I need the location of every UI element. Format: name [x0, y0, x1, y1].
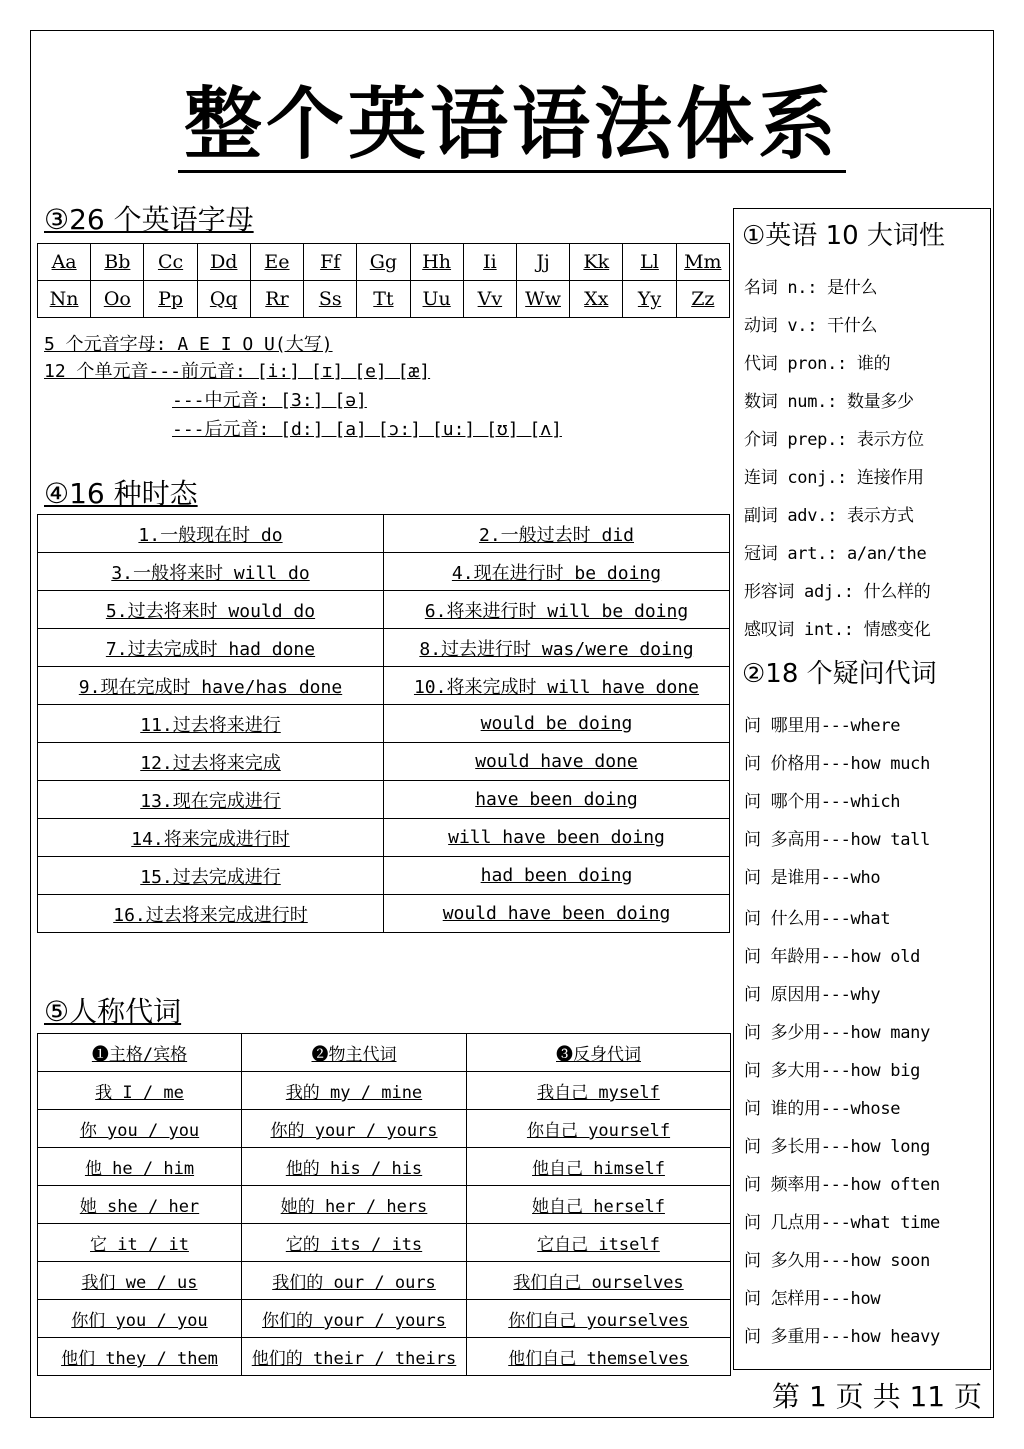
table-cell: 它 it / it	[38, 1224, 242, 1262]
table-cell: 14.将来完成进行时	[38, 819, 384, 857]
table-cell: 你自己 yourself	[467, 1110, 731, 1148]
table-cell: 3.一般将来时 will do	[38, 553, 384, 591]
table-cell: have been doing	[384, 781, 730, 819]
letter-cell: Ll	[623, 244, 676, 281]
letter-cell: Qq	[197, 281, 250, 318]
list-item: 名词 n.: 是什么	[744, 278, 878, 298]
page-number: 第 1 页 共 11 页	[772, 1380, 982, 1413]
table-cell: 我 I / me	[38, 1072, 242, 1110]
table-row	[38, 629, 730, 667]
table-cell: 你的 your / yours	[242, 1110, 467, 1148]
list-item: 问 价格用---how much	[744, 754, 931, 774]
table-row	[38, 515, 730, 553]
list-item: 问 年龄用---how old	[744, 947, 921, 967]
column-header: ❷物主代词	[242, 1034, 467, 1072]
table-cell: 我自己 myself	[467, 1072, 731, 1110]
side-panel	[733, 208, 991, 1370]
letter-cell: Oo	[91, 281, 144, 318]
table-row	[38, 1300, 731, 1338]
table-cell: 6.将来进行时 will be doing	[384, 591, 730, 629]
list-item: 问 多久用---how soon	[744, 1251, 931, 1271]
letter-cell: Mm	[676, 244, 729, 281]
table-cell: 11.过去将来进行	[38, 705, 384, 743]
letter-cell: Nn	[38, 281, 91, 318]
pronouns-heading: ⑤人称代词	[44, 995, 182, 1028]
table-cell: 7.过去完成时 had done	[38, 629, 384, 667]
list-item: 介词 prep.: 表示方位	[744, 430, 924, 450]
letter-cell: Ww	[516, 281, 569, 318]
table-cell: 4.现在进行时 be doing	[384, 553, 730, 591]
letter-cell: Yy	[623, 281, 676, 318]
list-item: 感叹词 int.: 情感变化	[744, 620, 931, 640]
tenses-table	[37, 514, 730, 933]
letter-cell: Uu	[410, 281, 463, 318]
letter-cell: Rr	[250, 281, 303, 318]
page-title: 整个英语语法体系	[178, 80, 846, 173]
table-cell: 你 you / you	[38, 1110, 242, 1148]
table-cell: 12.过去将来完成	[38, 743, 384, 781]
table-cell: 他们自己 themselves	[467, 1338, 731, 1376]
table-cell: 他自己 himself	[467, 1148, 731, 1186]
table-row	[38, 1186, 731, 1224]
list-item: 冠词 art.: a/an/the	[744, 544, 927, 564]
table-cell: 10.将来完成时 will have done	[384, 667, 730, 705]
table-cell: 她 she / her	[38, 1186, 242, 1224]
table-row	[38, 591, 730, 629]
table-cell: 你们自己 yourselves	[467, 1300, 731, 1338]
letter-cell: Tt	[357, 281, 410, 318]
table-cell: 它的 its / its	[242, 1224, 467, 1262]
table-cell: 你们的 your / yours	[242, 1300, 467, 1338]
table-cell: had been doing	[384, 857, 730, 895]
table-row	[38, 895, 730, 933]
list-item: 问 多大用---how big	[744, 1061, 921, 1081]
letter-cell: Ss	[304, 281, 357, 318]
table-row	[38, 781, 730, 819]
table-cell: 5.过去将来时 would do	[38, 591, 384, 629]
list-item: 问 多高用---how tall	[744, 830, 931, 850]
table-row	[38, 705, 730, 743]
table-row	[38, 1072, 731, 1110]
table-cell: 我的 my / mine	[242, 1072, 467, 1110]
table-row	[38, 1224, 731, 1262]
column-header: ❶主格/宾格	[38, 1034, 242, 1072]
back-vowels: ---后元音: [d:] [a] [ɔ:] [u:] [ʊ] [ʌ]	[172, 419, 562, 440]
table-cell: 16.过去将来完成进行时	[38, 895, 384, 933]
list-item: 连词 conj.: 连接作用	[744, 468, 924, 488]
alphabet-row	[38, 244, 730, 281]
list-item: 问 是谁用---who	[744, 868, 881, 888]
table-cell: 13.现在完成进行	[38, 781, 384, 819]
tenses-heading: ④16 种时态	[44, 477, 198, 510]
table-cell: 他们 they / them	[38, 1338, 242, 1376]
table-row	[38, 1262, 731, 1300]
alphabet-table	[37, 243, 730, 318]
letter-cell: Aa	[38, 244, 91, 281]
table-cell: 她的 her / hers	[242, 1186, 467, 1224]
parts-of-speech-heading: ①英语 10 大词性	[742, 221, 945, 251]
letter-cell: Jj	[516, 244, 569, 281]
list-item: 问 什么用---what	[744, 909, 891, 929]
table-row	[38, 1148, 731, 1186]
letter-cell: Hh	[410, 244, 463, 281]
table-cell: 它自己 itself	[467, 1224, 731, 1262]
table-row	[38, 1338, 731, 1376]
table-cell: 8.过去进行时 was/were doing	[384, 629, 730, 667]
pronouns-table	[37, 1033, 731, 1376]
table-cell: would have done	[384, 743, 730, 781]
table-cell: 2.一般过去时 did	[384, 515, 730, 553]
letter-cell: Vv	[463, 281, 516, 318]
letter-cell: Gg	[357, 244, 410, 281]
list-item: 副词 adv.: 表示方式	[744, 506, 914, 526]
vowel-letters: 5 个元音字母: A E I O U(大写)	[44, 334, 333, 355]
front-vowels: 12 个单元音---前元音: [i:] [ɪ] [e] [æ]	[44, 361, 431, 382]
table-cell: 15.过去完成进行	[38, 857, 384, 895]
table-header-row	[38, 1034, 731, 1072]
list-item: 问 怎样用---how	[744, 1289, 881, 1309]
table-cell: 9.现在完成时 have/has done	[38, 667, 384, 705]
page-title-wrap	[0, 80, 1024, 170]
question-words-heading: ②18 个疑问代词	[742, 659, 937, 689]
letter-cell: Xx	[570, 281, 623, 318]
column-header: ❸反身代词	[467, 1034, 731, 1072]
table-row	[38, 819, 730, 857]
table-cell: 我们的 our / ours	[242, 1262, 467, 1300]
letter-cell: Dd	[197, 244, 250, 281]
table-cell: 他们的 their / theirs	[242, 1338, 467, 1376]
letter-cell: Cc	[144, 244, 197, 281]
letter-cell: Kk	[570, 244, 623, 281]
list-item: 问 哪个用---which	[744, 792, 901, 812]
list-item: 问 原因用---why	[744, 985, 881, 1005]
list-item: 问 谁的用---whose	[744, 1099, 901, 1119]
table-cell: 他 he / him	[38, 1148, 242, 1186]
alphabet-heading: ③26 个英语字母	[44, 203, 254, 236]
table-row	[38, 667, 730, 705]
table-cell: 你们 you / you	[38, 1300, 242, 1338]
list-item: 形容词 adj.: 什么样的	[744, 582, 931, 602]
table-cell: would have been doing	[384, 895, 730, 933]
list-item: 问 多长用---how long	[744, 1137, 931, 1157]
letter-cell: Pp	[144, 281, 197, 318]
list-item: 问 多少用---how many	[744, 1023, 931, 1043]
table-cell: 她自己 herself	[467, 1186, 731, 1224]
list-item: 问 哪里用---where	[744, 716, 901, 736]
list-item: 问 多重用---how heavy	[744, 1327, 940, 1347]
table-row	[38, 553, 730, 591]
table-row	[38, 743, 730, 781]
table-cell: 我们 we / us	[38, 1262, 242, 1300]
letter-cell: Ff	[304, 244, 357, 281]
letter-cell: Zz	[676, 281, 729, 318]
table-cell: will have been doing	[384, 819, 730, 857]
table-cell: 他的 his / his	[242, 1148, 467, 1186]
alphabet-row	[38, 281, 730, 318]
list-item: 代词 pron.: 谁的	[744, 354, 891, 374]
table-cell: 1.一般现在时 do	[38, 515, 384, 553]
letter-cell: Ii	[463, 244, 516, 281]
middle-vowels: ---中元音: [3:] [ə]	[172, 390, 367, 411]
list-item: 动词 v.: 干什么	[744, 316, 878, 336]
table-row	[38, 857, 730, 895]
letter-cell: Ee	[250, 244, 303, 281]
list-item: 问 几点用---what time	[744, 1213, 940, 1233]
letter-cell: Bb	[91, 244, 144, 281]
table-cell: would be doing	[384, 705, 730, 743]
table-cell: 我们自己 ourselves	[467, 1262, 731, 1300]
list-item: 问 频率用---how often	[744, 1175, 940, 1195]
table-row	[38, 1110, 731, 1148]
list-item: 数词 num.: 数量多少	[744, 392, 914, 412]
